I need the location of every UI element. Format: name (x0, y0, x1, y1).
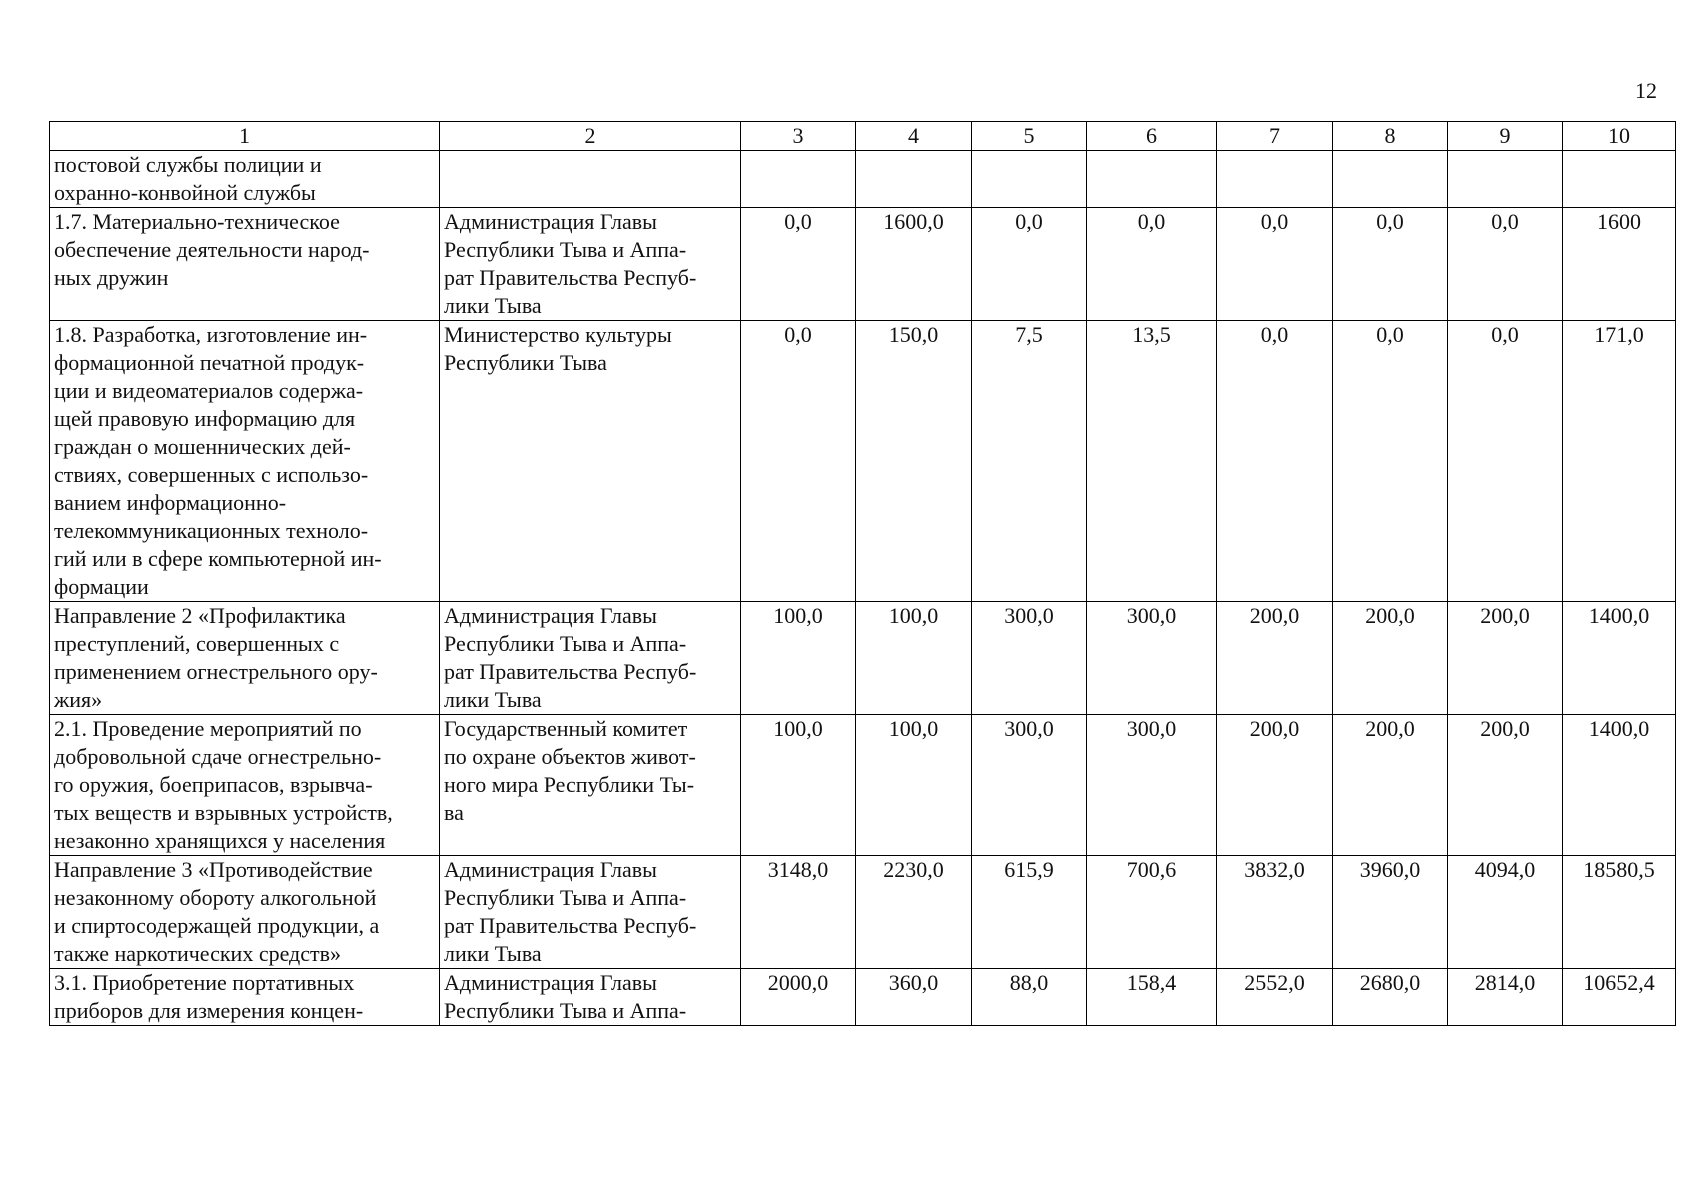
value-cell: 200,0 (1217, 602, 1333, 715)
responsible-executor: Администрация Главы Республики Тыва и Аппа- (440, 969, 741, 1026)
value-cell: 2680,0 (1333, 969, 1448, 1026)
activity-name: постовой службы полиции и охранно-конвойной службы (50, 151, 440, 208)
value-cell: 2230,0 (856, 856, 972, 969)
value-cell: 3832,0 (1217, 856, 1333, 969)
column-number-row (50, 122, 1676, 151)
value-cell (741, 151, 856, 208)
value-cell: 7,5 (972, 321, 1087, 602)
responsible-executor (440, 151, 741, 208)
value-cell: 3960,0 (1333, 856, 1448, 969)
value-cell: 360,0 (856, 969, 972, 1026)
column-number: 8 (1333, 122, 1448, 151)
value-cell: 0,0 (972, 208, 1087, 321)
responsible-executor: Администрация Главы Республики Тыва и Аппа- рат Правительства Респуб- лики Тыва (440, 856, 741, 969)
total-cell: 10652,4 (1563, 969, 1676, 1026)
total-cell (1563, 151, 1676, 208)
value-cell: 100,0 (856, 715, 972, 856)
responsible-executor: Государственный комитет по охране объектов живот- ного мира Республики Ты- ва (440, 715, 741, 856)
total-cell: 1400,0 (1563, 602, 1676, 715)
column-number: 7 (1217, 122, 1333, 151)
activity-name: Направление 2 «Профилактика преступлений, совершенных с применением огнестрельного ору- жия» (50, 602, 440, 715)
table-row (50, 151, 1676, 208)
table-row (50, 321, 1676, 602)
value-cell: 0,0 (741, 208, 856, 321)
value-cell: 300,0 (972, 602, 1087, 715)
value-cell: 0,0 (1448, 321, 1563, 602)
value-cell: 100,0 (741, 602, 856, 715)
value-cell: 3148,0 (741, 856, 856, 969)
column-number: 4 (856, 122, 972, 151)
table-row (50, 715, 1676, 856)
value-cell: 100,0 (856, 602, 972, 715)
value-cell: 700,6 (1087, 856, 1217, 969)
value-cell: 13,5 (1087, 321, 1217, 602)
value-cell: 0,0 (1333, 208, 1448, 321)
value-cell: 615,9 (972, 856, 1087, 969)
value-cell: 0,0 (741, 321, 856, 602)
value-cell: 200,0 (1333, 715, 1448, 856)
budget-table (49, 121, 1676, 1026)
value-cell (856, 151, 972, 208)
value-cell: 0,0 (1217, 208, 1333, 321)
column-number: 3 (741, 122, 856, 151)
value-cell: 150,0 (856, 321, 972, 602)
value-cell: 1600,0 (856, 208, 972, 321)
value-cell: 200,0 (1217, 715, 1333, 856)
column-number: 9 (1448, 122, 1563, 151)
column-number: 2 (440, 122, 741, 151)
page-number: 12 (1635, 78, 1657, 103)
value-cell: 200,0 (1448, 602, 1563, 715)
value-cell: 100,0 (741, 715, 856, 856)
value-cell (1217, 151, 1333, 208)
value-cell: 2814,0 (1448, 969, 1563, 1026)
table-row (50, 602, 1676, 715)
activity-name: 2.1. Проведение мероприятий по добровольной сдаче огнестрельно- го оружия, боеприпасов, взрывча- тых веществ и взрывных устройств, незаконно хранящихся у населения (50, 715, 440, 856)
activity-name: 1.7. Материально-техническое обеспечение деятельности народ- ных дружин (50, 208, 440, 321)
column-number: 10 (1563, 122, 1676, 151)
activity-name: Направление 3 «Противодействие незаконному обороту алкогольной и спиртосодержащей продукции, а также наркотических средств» (50, 856, 440, 969)
value-cell: 0,0 (1333, 321, 1448, 602)
value-cell: 200,0 (1333, 602, 1448, 715)
value-cell: 0,0 (1087, 208, 1217, 321)
value-cell: 200,0 (1448, 715, 1563, 856)
table-row (50, 856, 1676, 969)
value-cell (1087, 151, 1217, 208)
value-cell: 158,4 (1087, 969, 1217, 1026)
value-cell: 2552,0 (1217, 969, 1333, 1026)
value-cell: 300,0 (1087, 715, 1217, 856)
value-cell (1333, 151, 1448, 208)
value-cell (972, 151, 1087, 208)
value-cell: 300,0 (972, 715, 1087, 856)
responsible-executor: Министерство культуры Республики Тыва (440, 321, 741, 602)
column-number: 5 (972, 122, 1087, 151)
value-cell (1448, 151, 1563, 208)
column-number: 6 (1087, 122, 1217, 151)
value-cell: 2000,0 (741, 969, 856, 1026)
total-cell: 171,0 (1563, 321, 1676, 602)
table-row (50, 208, 1676, 321)
value-cell: 88,0 (972, 969, 1087, 1026)
responsible-executor: Администрация Главы Республики Тыва и Аппа- рат Правительства Респуб- лики Тыва (440, 208, 741, 321)
total-cell: 18580,5 (1563, 856, 1676, 969)
column-number: 1 (50, 122, 440, 151)
value-cell: 4094,0 (1448, 856, 1563, 969)
responsible-executor: Администрация Главы Республики Тыва и Аппа- рат Правительства Респуб- лики Тыва (440, 602, 741, 715)
table-row (50, 969, 1676, 1026)
value-cell: 0,0 (1448, 208, 1563, 321)
activity-name: 1.8. Разработка, изготовление ин- формационной печатной продук- ции и видеоматериалов содержа- щей правовую информацию для граждан о мошеннических дей- ствиях, совершенных с использо- ванием информационно- телекоммуникационных техноло- гий или в сфере компьютерной ин- формации (50, 321, 440, 602)
total-cell: 1600 (1563, 208, 1676, 321)
value-cell: 300,0 (1087, 602, 1217, 715)
value-cell: 0,0 (1217, 321, 1333, 602)
activity-name: 3.1. Приобретение портативных приборов для измерения концен- (50, 969, 440, 1026)
total-cell: 1400,0 (1563, 715, 1676, 856)
